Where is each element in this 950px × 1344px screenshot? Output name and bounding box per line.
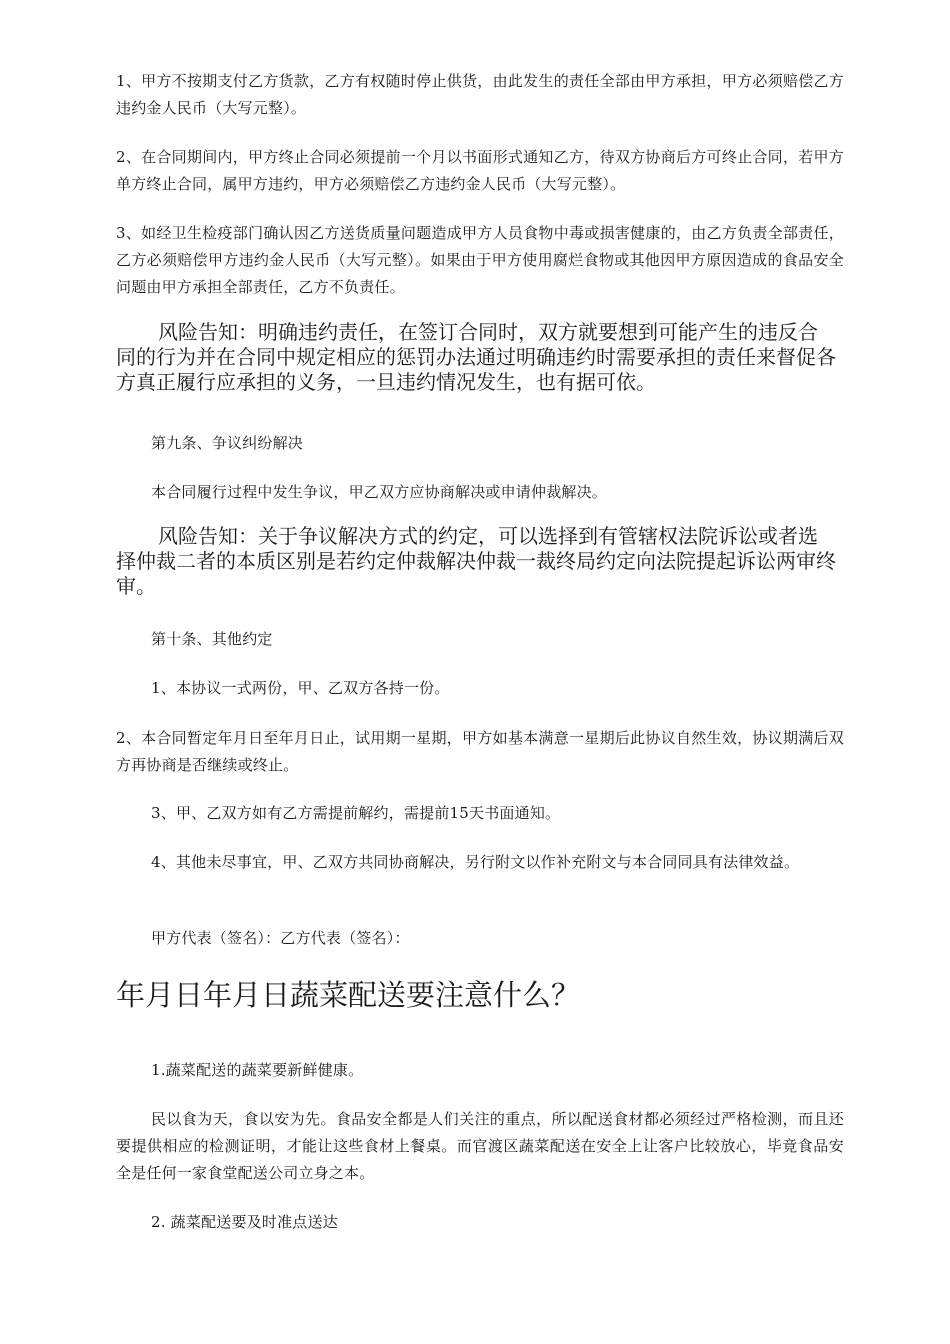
signature-line: 甲方代表（签名）：乙方代表（签名）： [151, 929, 410, 947]
clause-paragraph-3: 3、如经卫生检疫部门确认因乙方送货质量问题造成甲方人员食物中毒或损害健康的，由乙方负责全部责任，乙方必须赔偿甲方违约金人民币（大写元整）。如果由于甲方使用腐烂食物或其他因甲方原因造成的食品安全问题由甲方承担全部责任，乙方不负责任。 [116, 224, 844, 296]
clause-paragraph-2: 2、在合同期间内，甲方终止合同必须提前一个月以书面形式通知乙方，待双方协商后方可终止合同，若甲方单方终止合同，属甲方违约，甲方必须赔偿乙方违约金人民币（大写元整）。 [116, 148, 844, 193]
article-9-title: 第九条、争议纠纷解决 [151, 434, 304, 452]
risk-notice-dispute: 风险告知：关于争议解决方式的约定，可以选择到有管辖权法院诉讼或者选择仲裁二者的本质区别是若约定仲裁解决仲裁一裁终局约定向法院提起诉讼两审终审。 [116, 524, 836, 598]
article-10-item-1: 1、本协议一式两份，甲、乙双方各持一份。 [151, 679, 450, 697]
article-9-body: 本合同履行过程中发生争议，甲乙双方应协商解决或申请仲裁解决。 [151, 483, 608, 501]
risk-notice-breach: 风险告知：明确违约责任，在签订合同时，双方就要想到可能产生的违反合同的行为并在合同中规定相应的惩罚办法通过明确违约时需要承担的责任来督促各方真正履行应承担的义务，一旦违约情况发生，也有据可依。 [116, 320, 836, 394]
tip-1-title: 1.蔬菜配送的蔬菜要新鲜健康。 [151, 1061, 364, 1079]
article-10-item-4: 4、其他未尽事宜，甲、乙双方共同协商解决，另行附文以作补充附文与本合同同具有法律效益。 [151, 853, 800, 871]
tip-2-title: 2. 蔬菜配送要及时准点送达 [151, 1213, 338, 1231]
article-10-title: 第十条、其他约定 [151, 630, 273, 648]
section-heading: 年月日年月日蔬菜配送要注意什么？ [116, 978, 581, 1012]
article-10-item-2: 2、本合同暂定年月日至年月日止，试用期一星期，甲方如基本满意一星期后此协议自然生效，协议期满后双方再协商是否继续或终止。 [116, 729, 844, 774]
article-10-item-3: 3、甲、乙双方如有乙方需提前解约，需提前15天书面通知。 [151, 804, 561, 822]
clause-paragraph-1: 1、甲方不按期支付乙方货款，乙方有权随时停止供货，由此发生的责任全部由甲方承担，甲方必须赔偿乙方违约金人民币（大写元整）。 [116, 72, 844, 117]
tip-1-body: 民以食为天，食以安为先。食品安全都是人们关注的重点，所以配送食材都必须经过严格检测，而且还要提供相应的检测证明，才能让这些食材上餐桌。而官渡区蔬菜配送在安全上让客户比较放心，毕竟食品安全是任何一家食堂配送公司立身之本。 [116, 1110, 844, 1182]
